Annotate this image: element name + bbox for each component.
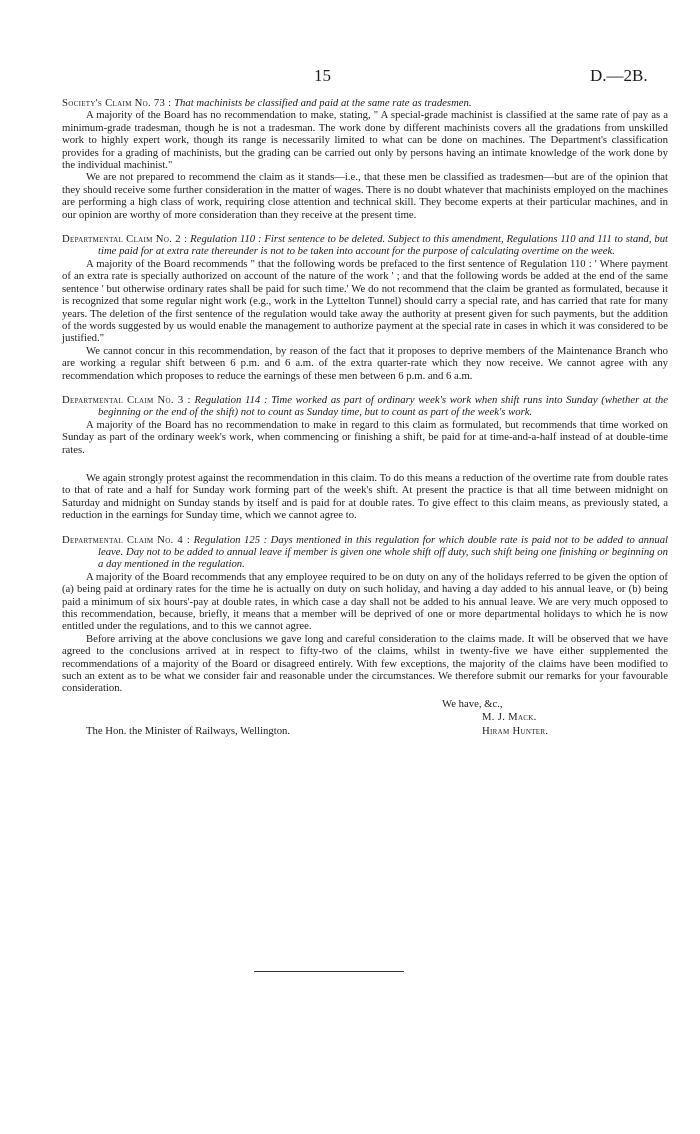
paragraph: A majority of the Board has no recommendation to make in regard to this claim as formulated, but recommends that time worked on Sunday as part of the ordinary week's work, when commencing or finishing a shift, be paid for at time-and-a-half instead of at double-time rates. <box>62 418 668 456</box>
society-claim-73-heading <box>62 97 668 109</box>
paragraph: We again strongly protest against the recommendation in this claim. To do this means a reduction of the overtime rate from double rates to that of rate and a half for Sunday work forming part of the week's shift. At present the practice is that all time between midnight on Saturday and midnight on Sunday stands by itself and is paid for at double rates. To give effect to this claim means, as previously stated, a reduction in the earnings for Sunday time, which we cannot agree to. <box>62 471 668 522</box>
paragraph: A majority of the Board has no recommendation to make, stating, " A special-grade machinist is classified at the same rate of pay as a minimum-grade tradesman, though he is not a tradesman. The work done by different machinists covers all the gradations from unskilled work to highly expert work, though its range is necessarily limited to what can be done on machines. The Department's classification provides for a grading of machinists, but the grading can be carried out only by persons having an intimate knowledge of the work done by the individual machinist." <box>62 109 668 172</box>
closing-rule <box>254 971 404 972</box>
addressee: The Hon. the Minister of Railways, Wellington. <box>86 724 291 737</box>
paragraph: We are not prepared to recommend the claim as it stands—i.e., that these men be classified as tradesmen—but are of the opinion that they should receive some further consideration in the matter of wages. There is no doubt whatever that machinists employed on the machines are performing a high class of work, requiring close attention and technical skill. They become experts at their particular machines, and in our opinion are worthy of more consideration than they receive at the present time. <box>62 171 668 221</box>
paragraph: We cannot concur in this recommendation, by reason of the fact that it proposes to deprive members of the Maintenance Branch who are working a regular shift between 6 p.m. and 6 a.m. of the extra quarter-rate which they now receive. We cannot agree with any recommendation which proposes to reduce the earnings of these men between 6 p.m. and 6 a.m. <box>62 344 668 382</box>
claim-title: That machinists be classified and paid at the same rate as tradesmen. <box>174 97 472 109</box>
departmental-claim-4-heading <box>62 534 668 571</box>
document-body <box>62 97 668 746</box>
claim-title: Regulation 110 : First sentence to be deleted. Subject to this amendment, Regulations 110 and 111 to stand, but time paid for at extra rate thereunder is not to be taken into account for the purpose of calculating overtime on the week. <box>98 233 669 258</box>
document-reference: D.—2B. <box>590 66 648 85</box>
claim-label: Departmental Claim No. 2 : <box>62 233 188 246</box>
signature-block <box>62 698 668 746</box>
paragraph: A majority of the Board recommends that any employee required to be on duty on any of the holidays referred to be given the option of (a) being paid at ordinary rates for the time he is actually on duty on such holiday, and having a day added to his annual leave, or (b) being paid a minimum of six hours'-pay at double rates, in which case a day shall not be added to his annual leave. We are very much opposed to this recommendation, because, briefly, it means that a member will be deprived of one or more departmental holidays to which he is now entitled under the regulations, and to this we cannot agree. <box>62 570 668 633</box>
page-number: 15 <box>314 66 331 85</box>
claim-label: Society's Claim No. 73 : <box>62 97 172 109</box>
claim-label: Departmental Claim No. 4 : <box>62 533 191 546</box>
claim-title: Regulation 125 : Days mentioned in this regulation for which double rate is paid not to be added to annual leave. Day not to be added to annual leave if member is given one whole shift off duty, such shift being one finishing or beginning on a day mentioned in the regulation. <box>98 533 669 571</box>
departmental-claim-3-heading <box>62 394 668 419</box>
departmental-claim-2-heading <box>62 233 668 258</box>
paragraph: Before arriving at the above conclusions we gave long and careful consideration to the claims made. It will be observed that we have agreed to the conclusions arrived at in respect to fifty-two of the claims, whilst in twenty-five we have either supplemented the recommendations of a majority of the Board or disagreed entirely. With few exceptions, the majority of the claims have been modified to such an extent as to be what we consider fair and reasonable under the circumstances. We therefore submit our remarks for your favourable consideration. <box>62 632 668 695</box>
claim-title: Regulation 114 : Time worked as part of ordinary week's work when shift runs into Sunday (whether at the beginning or the end of the shift) not to count as Sunday time, but to count as part of the week's work. <box>98 393 668 419</box>
signatory-name: Hiram Hunter. <box>482 724 549 737</box>
signatory-name: M. J. Mack. <box>482 710 537 723</box>
claim-label: Departmental Claim No. 3 : <box>62 393 191 406</box>
paragraph: A majority of the Board recommends " that the following words be prefaced to the first sentence of Regulation 110 : ' Where payment of an extra rate is specially authorized on account of the nature of the work ' ; and that the following words be added at the end of the same sentence ' but otherwise ordinary rates shall be paid for such time.' We do not recommend that the claim be granted as formulated, because it is recognized that some regular night work (e.g., work in the Lyttelton Tunnel) should carry a special rate, and has carried that rate for many years. The deletion of the first sentence of the regulation would take away the authority at present given for such payments, but the addition of the words suggested by us would enable the management to authorize payment at the special rate in cases in which it was considered to be justified." <box>62 257 668 345</box>
closing-line: We have, &c., <box>442 697 503 710</box>
